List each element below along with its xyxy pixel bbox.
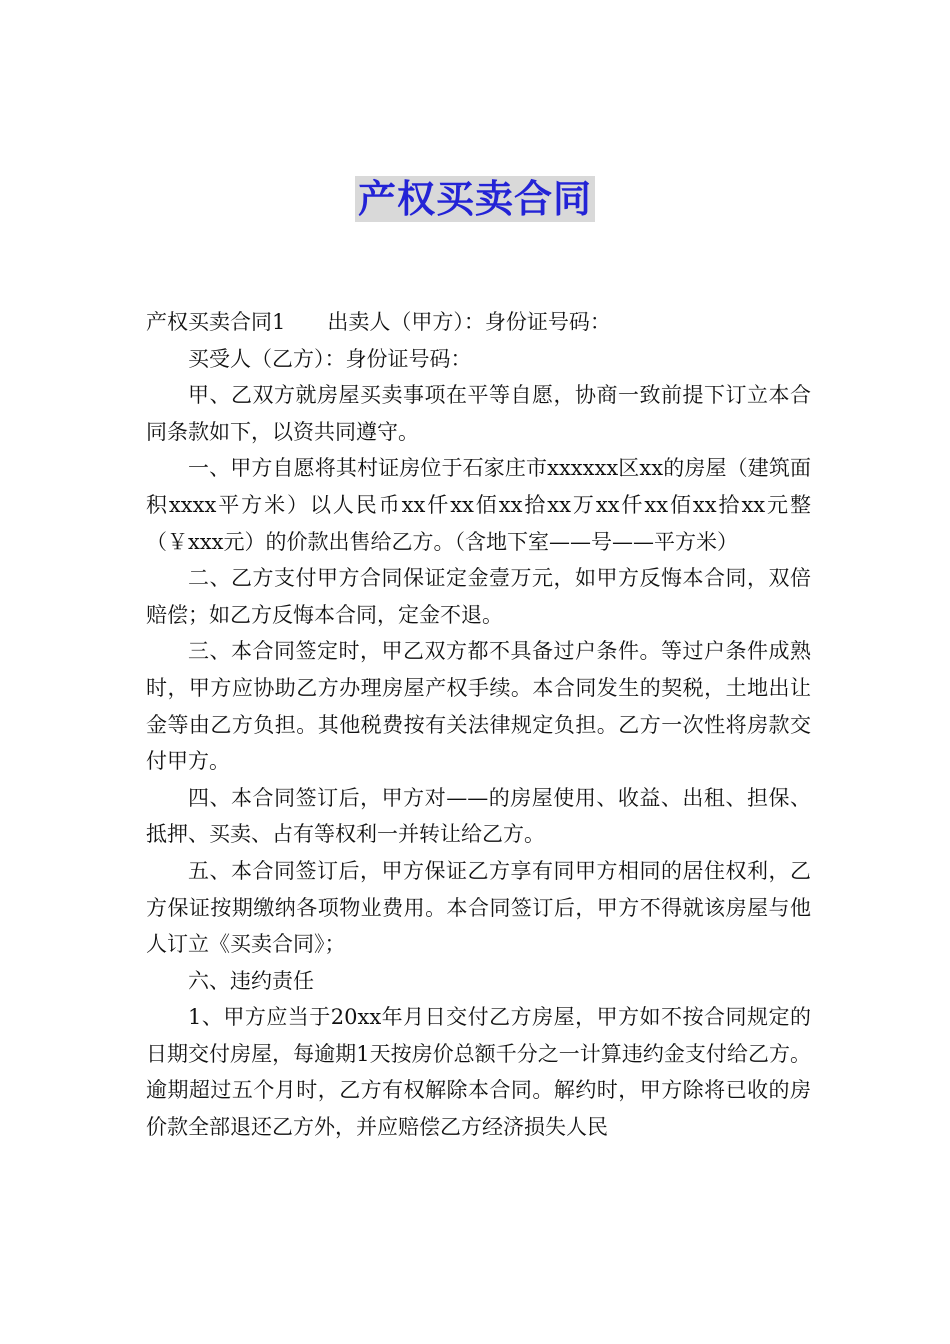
title-container	[0, 176, 950, 222]
buyer-line: 买受人（乙方）：身份证号码：	[188, 346, 472, 371]
clause-3: 三、本合同签定时，甲乙双方都不具备过户条件。等过户条件成熟时，甲方应协助乙方办理房屋产权手续。本合同发生的契税，土地出让金等由乙方负担。其他税费按有关法律规定负担。乙方一次性将房款交付甲方。	[146, 639, 811, 774]
clause-6-item-1: 1、甲方应当于20xx年月日交付乙方房屋，甲方如不按合同规定的日期交付房屋，每逾期1天按房价总额千分之一计算违约金支付给乙方。逾期超过五个月时，乙方有权解除本合同。解约时，甲方除将已收的房价款全部退还乙方外，并应赔偿乙方经济损失人民	[146, 1005, 811, 1140]
document-body	[146, 304, 811, 1146]
clause-1: 一、甲方自愿将其村证房位于石家庄市xxxxxx区xx的房屋（建筑面积xxxx平方米）以人民币xx仟xx佰xx拾xx万xx仟xx佰xx拾xx元整（￥xxx元）的价款出售给乙方。（含地下室——号——平方米）	[146, 456, 811, 554]
preamble-paragraph: 甲、乙双方就房屋买卖事项在平等自愿，协商一致前提下订立本合同条款如下，以资共同遵守。	[146, 383, 811, 444]
seller-line: 出卖人（甲方）：身份证号码：	[327, 310, 611, 334]
intro-line	[146, 304, 811, 341]
clause-6-heading: 六、违约责任	[188, 968, 314, 993]
clause-5: 五、本合同签订后，甲方保证乙方享有同甲方相同的居住权利，乙方保证按期缴纳各项物业费用。本合同签订后，甲方不得就该房屋与他人订立《买卖合同》；	[146, 858, 811, 957]
clause-2: 二、乙方支付甲方合同保证定金壹万元，如甲方反悔本合同，双倍赔偿；如乙方反悔本合同，定金不退。	[146, 566, 811, 627]
contract-heading: 产权买卖合同1	[146, 310, 286, 334]
clause-4: 四、本合同签订后，甲方对——的房屋使用、收益、出租、担保、抵押、买卖、占有等权利一并转让给乙方。	[146, 785, 811, 847]
document-title: 产权买卖合同	[355, 176, 595, 222]
